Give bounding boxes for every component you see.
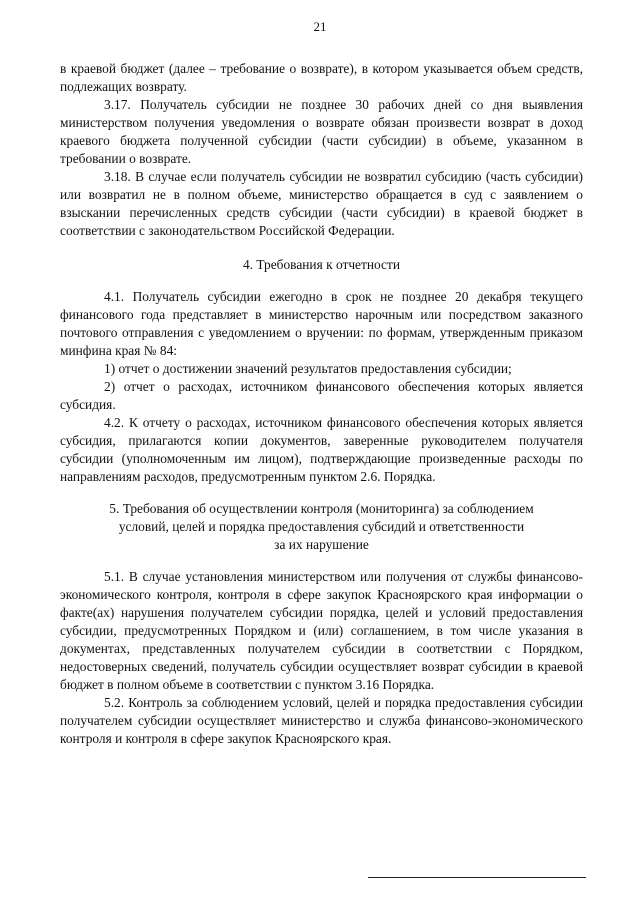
paragraph-4-2: 4.2. К отчету о расходах, источником финансового обеспечения которых является субсидия, прилагаются копии документов, заверенные руководителем получателя субсидии (уполномоченным им лицом), подтверждающие произведенные расходы по направлениям расходов, предусмотренным пунктом 2.6. Порядка. — [60, 415, 583, 484]
footer-rule — [368, 877, 586, 878]
paragraph-continuation: в краевой бюджет (далее – требование о возврате), в котором указывается объем средств, подлежащих возврату. — [60, 61, 583, 94]
list-item-1: 1) отчет о достижении значений результатов предоставления субсидии; — [104, 361, 512, 376]
paragraph-4-1: 4.1. Получатель субсидии ежегодно в срок не позднее 20 декабря текущего финансового года представляет в министерство нарочным или посредством заказного почтового отправления с уведомлением о вручении: по формам, утвержденным приказом минфина края № 84: — [60, 289, 583, 358]
list-item-2: 2) отчет о расходах, источником финансового обеспечения которых является субсидия. — [60, 379, 583, 412]
page-number: 21 — [313, 19, 327, 34]
document-body — [60, 60, 583, 748]
paragraph-5-2: 5.2. Контроль за соблюдением условий, целей и порядка предоставления субсидии получателем субсидии осуществляет министерство и служба финансово-экономического контроля и контроля в сфере закупок Красноярского края. — [60, 695, 583, 746]
section-5-heading-line-2: условий, целей и порядка предоставления субсидий и ответственности — [118, 519, 525, 534]
paragraph-5-1: 5.1. В случае установления министерством или получения от службы финансово-экономического контроля, контроля в сфере закупок Красноярского края информации о факте(ах) нарушения получателем субсидии порядка, целей и условий предоставления субсидии, предусмотренных Порядком и (или) соглашением, в том числе указания в документах, представленных получателем субсидии в соответствии с Порядком, недостоверных сведений, получатель субсидии осуществляет возврат субсидии в краевой бюджет в полном объеме в соответствии с пунктом 3.16 Порядка. — [60, 569, 583, 692]
section-5-heading-line-3: за их нарушение — [274, 537, 369, 552]
section-5-heading — [60, 500, 583, 554]
section-5-heading-line-1: 5. Требования об осуществлении контроля (мониторинга) за соблюдением — [109, 501, 534, 516]
paragraph-3-17: 3.17. Получатель субсидии не позднее 30 рабочих дней со дня выявления министерством получения уведомления о возврате обязан произвести возврат в доход краевого бюджета полученной субсидии (части субсидии) в объеме, указанном в требовании о возврате. — [60, 97, 583, 166]
paragraph-3-18: 3.18. В случае если получатель субсидии не возвратил субсидию (часть субсидии) или возвратил не в полном объеме, министерство обращается в суд с заявлением о взыскании перечисленных средств субсидии (части субсидии) в краевой бюджет в соответствии с законодательством Российской Федерации. — [60, 169, 583, 238]
section-4-heading: 4. Требования к отчетности — [242, 257, 401, 272]
